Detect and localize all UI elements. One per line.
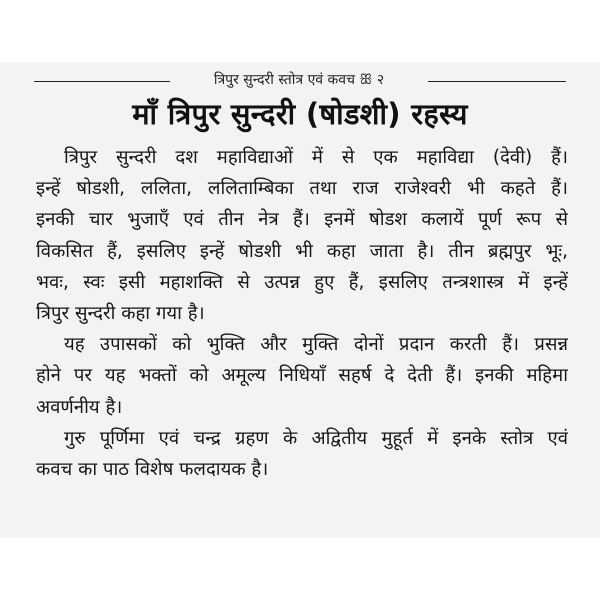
paragraph-line: विकसित हैं, इसलिए इन्हें षोडशी भी कहा जाता है। तीन ब्रह्मपुर भूः,	[36, 240, 568, 262]
paragraph-line: त्रिपुर सुन्दरी कहा गया है।	[36, 302, 205, 324]
paragraph-3	[36, 423, 568, 485]
running-title: त्रिपुर सुन्दरी स्तोत्र एवं कवच ꕥ २	[213, 72, 385, 88]
paragraph-line: त्रिपुर सुन्दरी दश महाविद्याओं में से एक महाविद्या (देवी) हैं।	[64, 147, 568, 168]
header-rule-left	[34, 81, 170, 82]
page-title: माँ त्रिपुर सुन्दरी (षोडशी) रहस्य	[132, 97, 468, 131]
paragraph-line: यह उपासकों को भुक्ति और मुक्ति दोनों प्रदान करती हैं। प्रसन्न	[64, 334, 568, 356]
paragraph-line: भवः, स्वः इसी महाशक्ति से उत्पन्न हुए हैं, इसलिए तन्त्रशास्त्र में इन्हें	[36, 271, 568, 293]
header-rule-right	[428, 81, 566, 82]
paragraph-line: इन्हें षोडशी, ललिता, ललिताम्बिका तथा राज राजेश्वरी भी कहते हैं।	[36, 178, 568, 200]
paragraph-line: इनकी चार भुजाएँ एवं तीन नेत्र हैं। इनमें षोडश कलायें पूर्ण रूप से	[36, 209, 568, 231]
paragraph-2	[36, 329, 568, 423]
paragraph-1	[36, 142, 568, 329]
paragraph-line: कवच का पाठ विशेष फलदायक है।	[36, 458, 269, 480]
paragraph-line: अवर्णनीय है।	[36, 396, 123, 418]
paragraph-line: होने पर यह भक्तों को अमूल्य निधियाँ सहर्ष दे देती हैं। इनकी महिमा	[36, 365, 568, 387]
paragraph-line: गुरु पूर्णिमा एवं चन्द्र ग्रहण के अद्वितीय मुहूर्त में इनके स्तोत्र एवं	[64, 427, 568, 449]
running-header	[0, 70, 600, 90]
body-text	[36, 142, 568, 485]
